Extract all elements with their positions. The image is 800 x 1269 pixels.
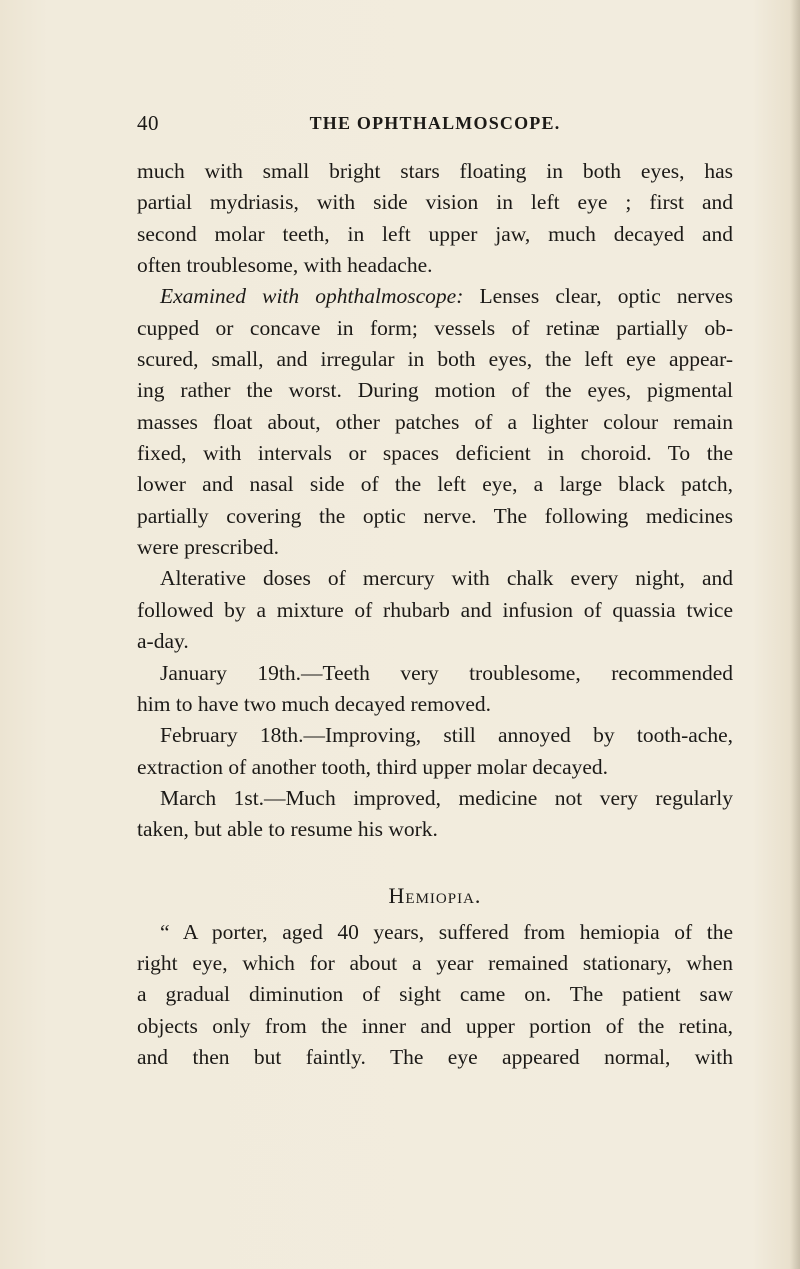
paragraph-march — [137, 783, 733, 846]
section-heading — [137, 878, 733, 917]
paragraph-january — [137, 658, 733, 721]
section-heading-text: Hemiopia. — [388, 882, 482, 908]
text-line: “ A porter, aged 40 years, suffered from hemiopia of the — [160, 919, 733, 944]
text-line: a gradual diminution of sight came on. The patient saw — [137, 982, 733, 1007]
text-line: cupped or concave in form; vessels of retinæ partially ob- — [137, 315, 733, 340]
paragraph-treatment — [137, 563, 733, 657]
text-line: partially covering the optic nerve. The following medicines — [137, 503, 733, 528]
paragraph-examination — [137, 281, 733, 563]
text-line: extraction of another tooth, third upper molar decayed. — [137, 754, 609, 779]
page-number: 40 — [137, 111, 159, 135]
text-line: Alterative doses of mercury with chalk every night, and — [160, 566, 733, 591]
text-line: second molar teeth, in left upper jaw, much decayed and — [137, 221, 733, 246]
page-header — [137, 108, 733, 138]
text-line: partial mydriasis, with side vision in left eye ; first and — [137, 190, 733, 215]
paragraph-february — [137, 720, 733, 783]
running-head: THE OPHTHALMOSCOPE. — [309, 113, 561, 133]
text-line: much with small bright stars floating in both eyes, has — [137, 159, 733, 183]
paragraph-symptoms — [137, 156, 733, 281]
paragraph-hemiopia — [137, 917, 733, 1074]
text-line: were prescribed. — [137, 535, 280, 560]
text-line: scured, small, and irregular in both eyes, the left eye appear- — [137, 347, 733, 372]
text-line: and then but faintly. The eye appeared normal, with — [137, 1044, 733, 1069]
text-line: lower and nasal side of the left eye, a large black patch, — [137, 472, 733, 497]
text-line: fixed, with intervals or spaces deficient in choroid. To the — [137, 441, 733, 466]
examined-first-line: Lenses clear, optic nerves — [463, 284, 733, 309]
text-line: him to have two much decayed removed. — [137, 691, 492, 716]
text-line: February 18th.—Improving, still annoyed by tooth-ache, — [160, 723, 733, 748]
text-line: masses float about, other patches of a lighter colour remain — [137, 409, 733, 434]
text-line: taken, but able to resume his work. — [137, 817, 438, 842]
text-line: a-day. — [137, 629, 189, 654]
text-line: March 1st.—Much improved, medicine not very regularly — [160, 785, 733, 810]
examined-label: Examined with ophthalmoscope: — [160, 284, 464, 309]
text-line — [137, 281, 733, 312]
text-line: objects only from the inner and upper portion of the retina, — [137, 1013, 733, 1038]
page-edge-shadow — [790, 0, 800, 1269]
body-text — [137, 156, 733, 1073]
text-line: January 19th.—Teeth very troublesome, recommended — [160, 660, 733, 685]
text-line: ing rather the worst. During motion of the eyes, pigmental — [137, 378, 733, 403]
text-line: often troublesome, with headache. — [137, 253, 433, 278]
text-line: right eye, which for about a year remained stationary, when — [137, 950, 733, 975]
text-line: followed by a mixture of rhubarb and infusion of quassia twice — [137, 597, 733, 622]
